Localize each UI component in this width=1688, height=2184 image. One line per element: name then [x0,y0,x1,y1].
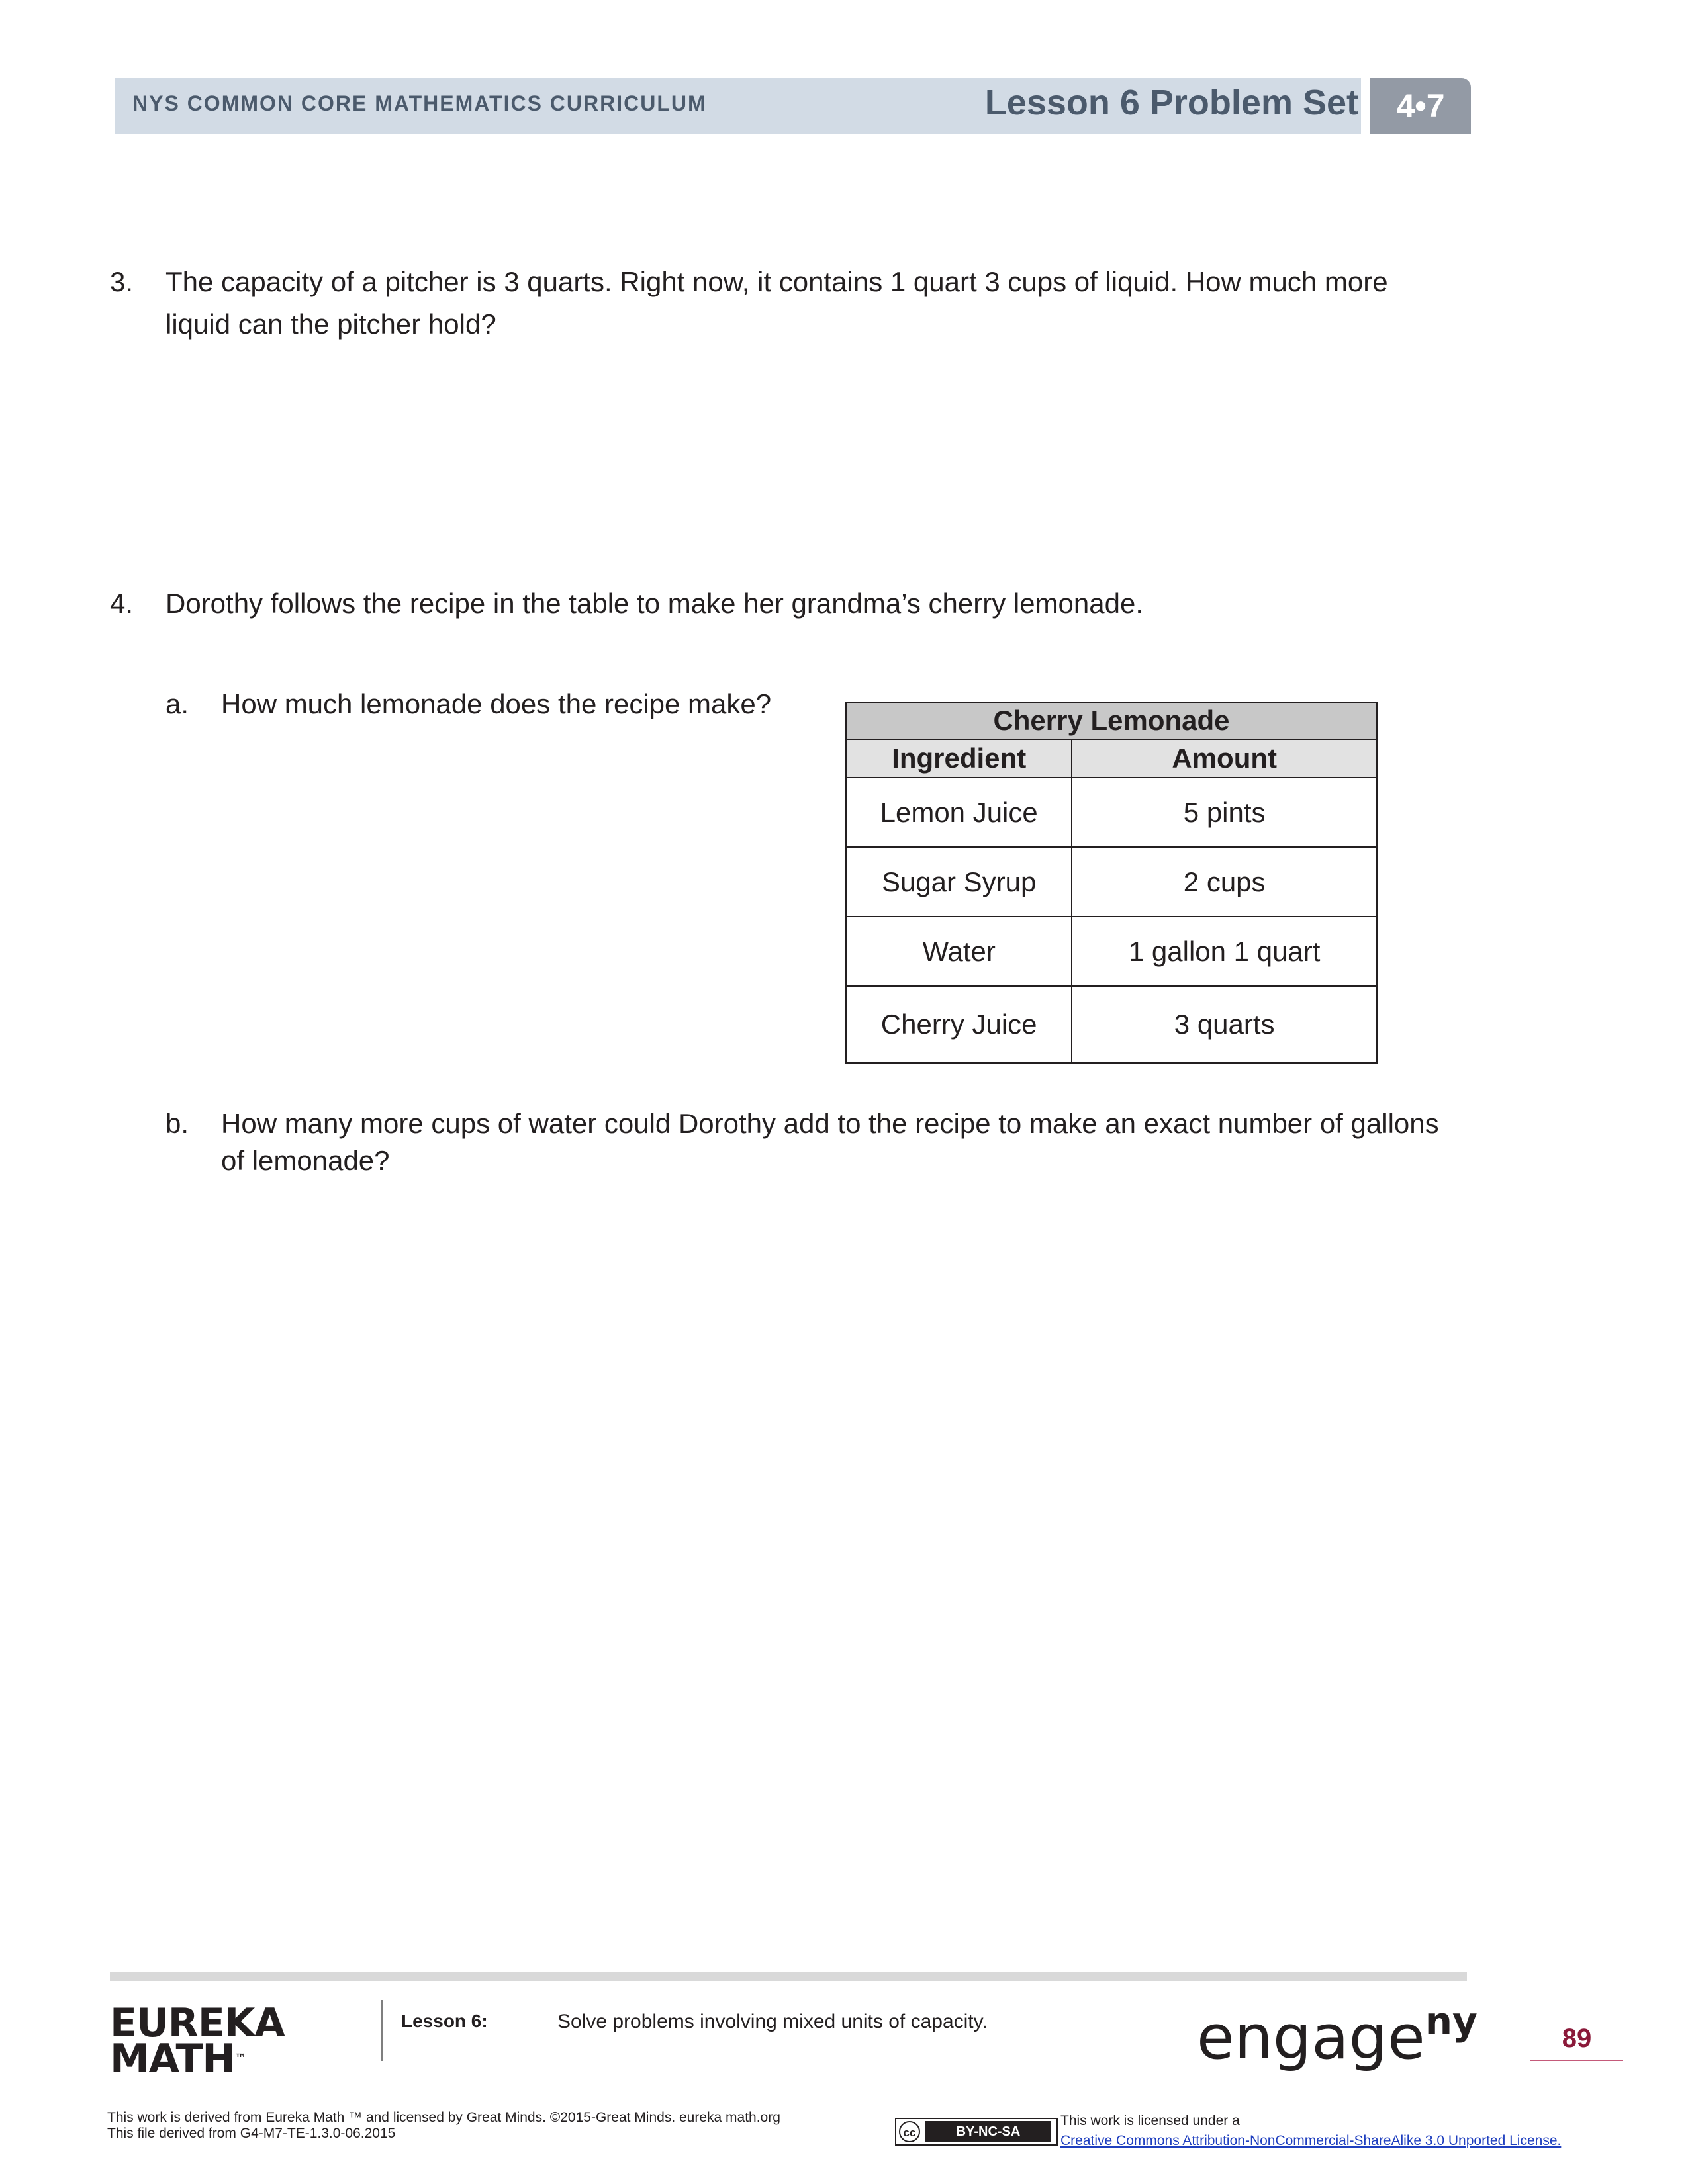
lesson-title: Lesson 6 Problem Set [984,83,1358,122]
engage-sup: ny [1425,1999,1477,2044]
problem-text: Dorothy follows the recipe in the table to make her grandma’s cherry lemonade. [165,588,1143,619]
license-text [1060,2111,1561,2151]
license-link[interactable]: Creative Commons Attribution-NonCommercial-ShareAlike 3.0 Unported License. [1060,2133,1562,2148]
problem-text-line2: liquid can the pitcher hold? [165,308,496,340]
grade-module-badge: 4•7 [1370,78,1471,134]
engage-text: engage [1197,2002,1425,2073]
table-row [846,847,1377,917]
license-line1: This work is licensed under a [1060,2113,1240,2128]
credit-line1: This work is derived from Eureka Math ™ and licensed by Great Minds. ©2015-Great Minds. eureka math.org [107,2110,780,2125]
problem-number: 3. [110,266,134,297]
footer-vertical-divider [381,2000,383,2061]
part-b-text-line2: of lemonade? [221,1145,390,1176]
logo-line2: MATH [110,2036,235,2082]
part-a-label: a. [165,688,189,719]
page-number-underline [1530,2060,1623,2061]
ingredient-cell: Lemon Juice [846,778,1072,847]
cc-badge-text: BY-NC-SA [925,2121,1051,2142]
ingredient-cell: Sugar Syrup [846,847,1072,917]
part-a-text: How much lemonade does the recipe make? [221,688,772,719]
part-b-text-line1: How many more cups of water could Dorothy add to the recipe to make an exact number of gallons [221,1108,1439,1139]
problem-text-line1: The capacity of a pitcher is 3 quarts. Right now, it contains 1 quart 3 cups of liquid. How much more [165,266,1388,297]
ingredient-cell: Water [846,917,1072,986]
footer-divider [110,1972,1467,1981]
cherry-lemonade-table [845,702,1378,1064]
part-b-label: b. [165,1108,189,1139]
logo-line1: EUREKA [110,2000,285,2046]
page-number: 89 [1562,2024,1592,2053]
credit-text [107,2110,780,2142]
credit-line2: This file derived from G4-M7-TE-1.3.0-06.2015 [107,2126,396,2141]
table-row [846,917,1377,986]
column-header-ingredient: Ingredient [846,739,1072,778]
engageny-logo [1197,1999,1477,2073]
column-header-amount: Amount [1072,739,1377,778]
amount-cell: 1 gallon 1 quart [1072,917,1377,986]
cc-icon: cc [899,2121,920,2142]
table-title: Cherry Lemonade [846,702,1377,739]
curriculum-title: NYS COMMON CORE MATHEMATICS CURRICULUM [132,91,707,115]
eureka-math-logo [110,2000,285,2082]
table-row [846,986,1377,1063]
logo-trademark: ™ [234,2052,246,2066]
problem-number: 4. [110,588,134,619]
footer-lesson-label: Lesson 6: [401,2011,488,2031]
amount-cell: 3 quarts [1072,986,1377,1063]
table-row [846,778,1377,847]
cc-license-badge[interactable] [895,2118,1058,2146]
amount-cell: 5 pints [1072,778,1377,847]
ingredient-cell: Cherry Juice [846,986,1072,1063]
footer-lesson-description: Solve problems involving mixed units of capacity. [557,2011,988,2032]
amount-cell: 2 cups [1072,847,1377,917]
